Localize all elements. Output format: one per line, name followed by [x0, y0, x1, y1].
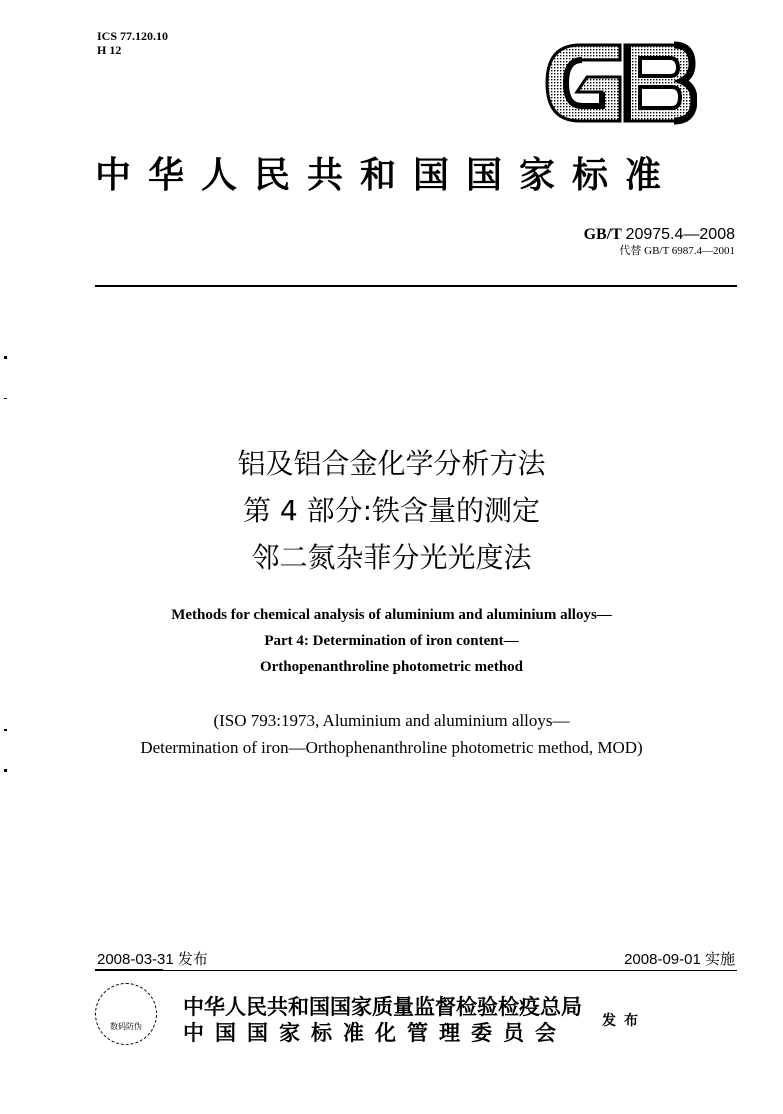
gb-logo — [542, 40, 697, 126]
english-title-line-3: Orthopenanthroline photometric method — [259, 659, 524, 675]
seal-text: 数码防伪 — [110, 1022, 142, 1031]
replaces-standard: 代替 GB/T 6987.4—2001 — [619, 245, 735, 257]
issue-date: 2008-03-31 发布 — [97, 951, 208, 968]
anti-counterfeit-seal — [95, 983, 157, 1045]
ccs-code: H 12 — [97, 43, 122, 57]
margin-mark — [4, 356, 7, 359]
chinese-title — [0, 440, 783, 581]
english-title-line-1: Methods for chemical analysis of aluminium and aluminium alloys— — [171, 607, 612, 623]
chinese-title-line-2: 第 4 部分:铁含量的测定 — [242, 494, 541, 527]
chinese-title-line-1: 铝及铝合金化学分析方法 — [237, 447, 546, 480]
issuer-sac: 中国国家标准化管理委员会 — [183, 1020, 567, 1045]
margin-mark — [4, 398, 7, 399]
ics-code: ICS 77.120.10 — [97, 29, 169, 43]
national-standard-title: 中华人民共和国国家标准 — [95, 154, 679, 196]
gb-logo-icon — [542, 40, 697, 126]
standard-number-block — [584, 226, 735, 258]
standard-number: GB/T 20975.4—2008 — [583, 226, 735, 243]
footer-divider-accent — [95, 969, 163, 971]
publish-label: 发布 — [602, 1013, 646, 1029]
margin-mark — [4, 769, 7, 772]
iso-reference-line-2: Determination of iron—Orthophenanthroline photometric method, MOD) — [140, 738, 643, 757]
chinese-title-line-3: 邻二氮杂菲分光光度法 — [251, 541, 532, 574]
classification-codes — [97, 29, 168, 57]
header-divider — [95, 285, 737, 287]
iso-reference-line-1: (ISO 793:1973, Aluminium and aluminium alloys— — [213, 711, 570, 730]
implementation-date: 2008-09-01 实施 — [624, 951, 735, 968]
english-title-line-2: Part 4: Determination of iron content— — [264, 633, 519, 649]
english-title — [0, 602, 783, 680]
issuer-aqsiq: 中华人民共和国国家质量监督检验检疫总局 — [183, 994, 582, 1019]
footer-divider — [95, 970, 737, 971]
issuing-authorities — [183, 994, 582, 1046]
iso-reference — [0, 707, 783, 761]
